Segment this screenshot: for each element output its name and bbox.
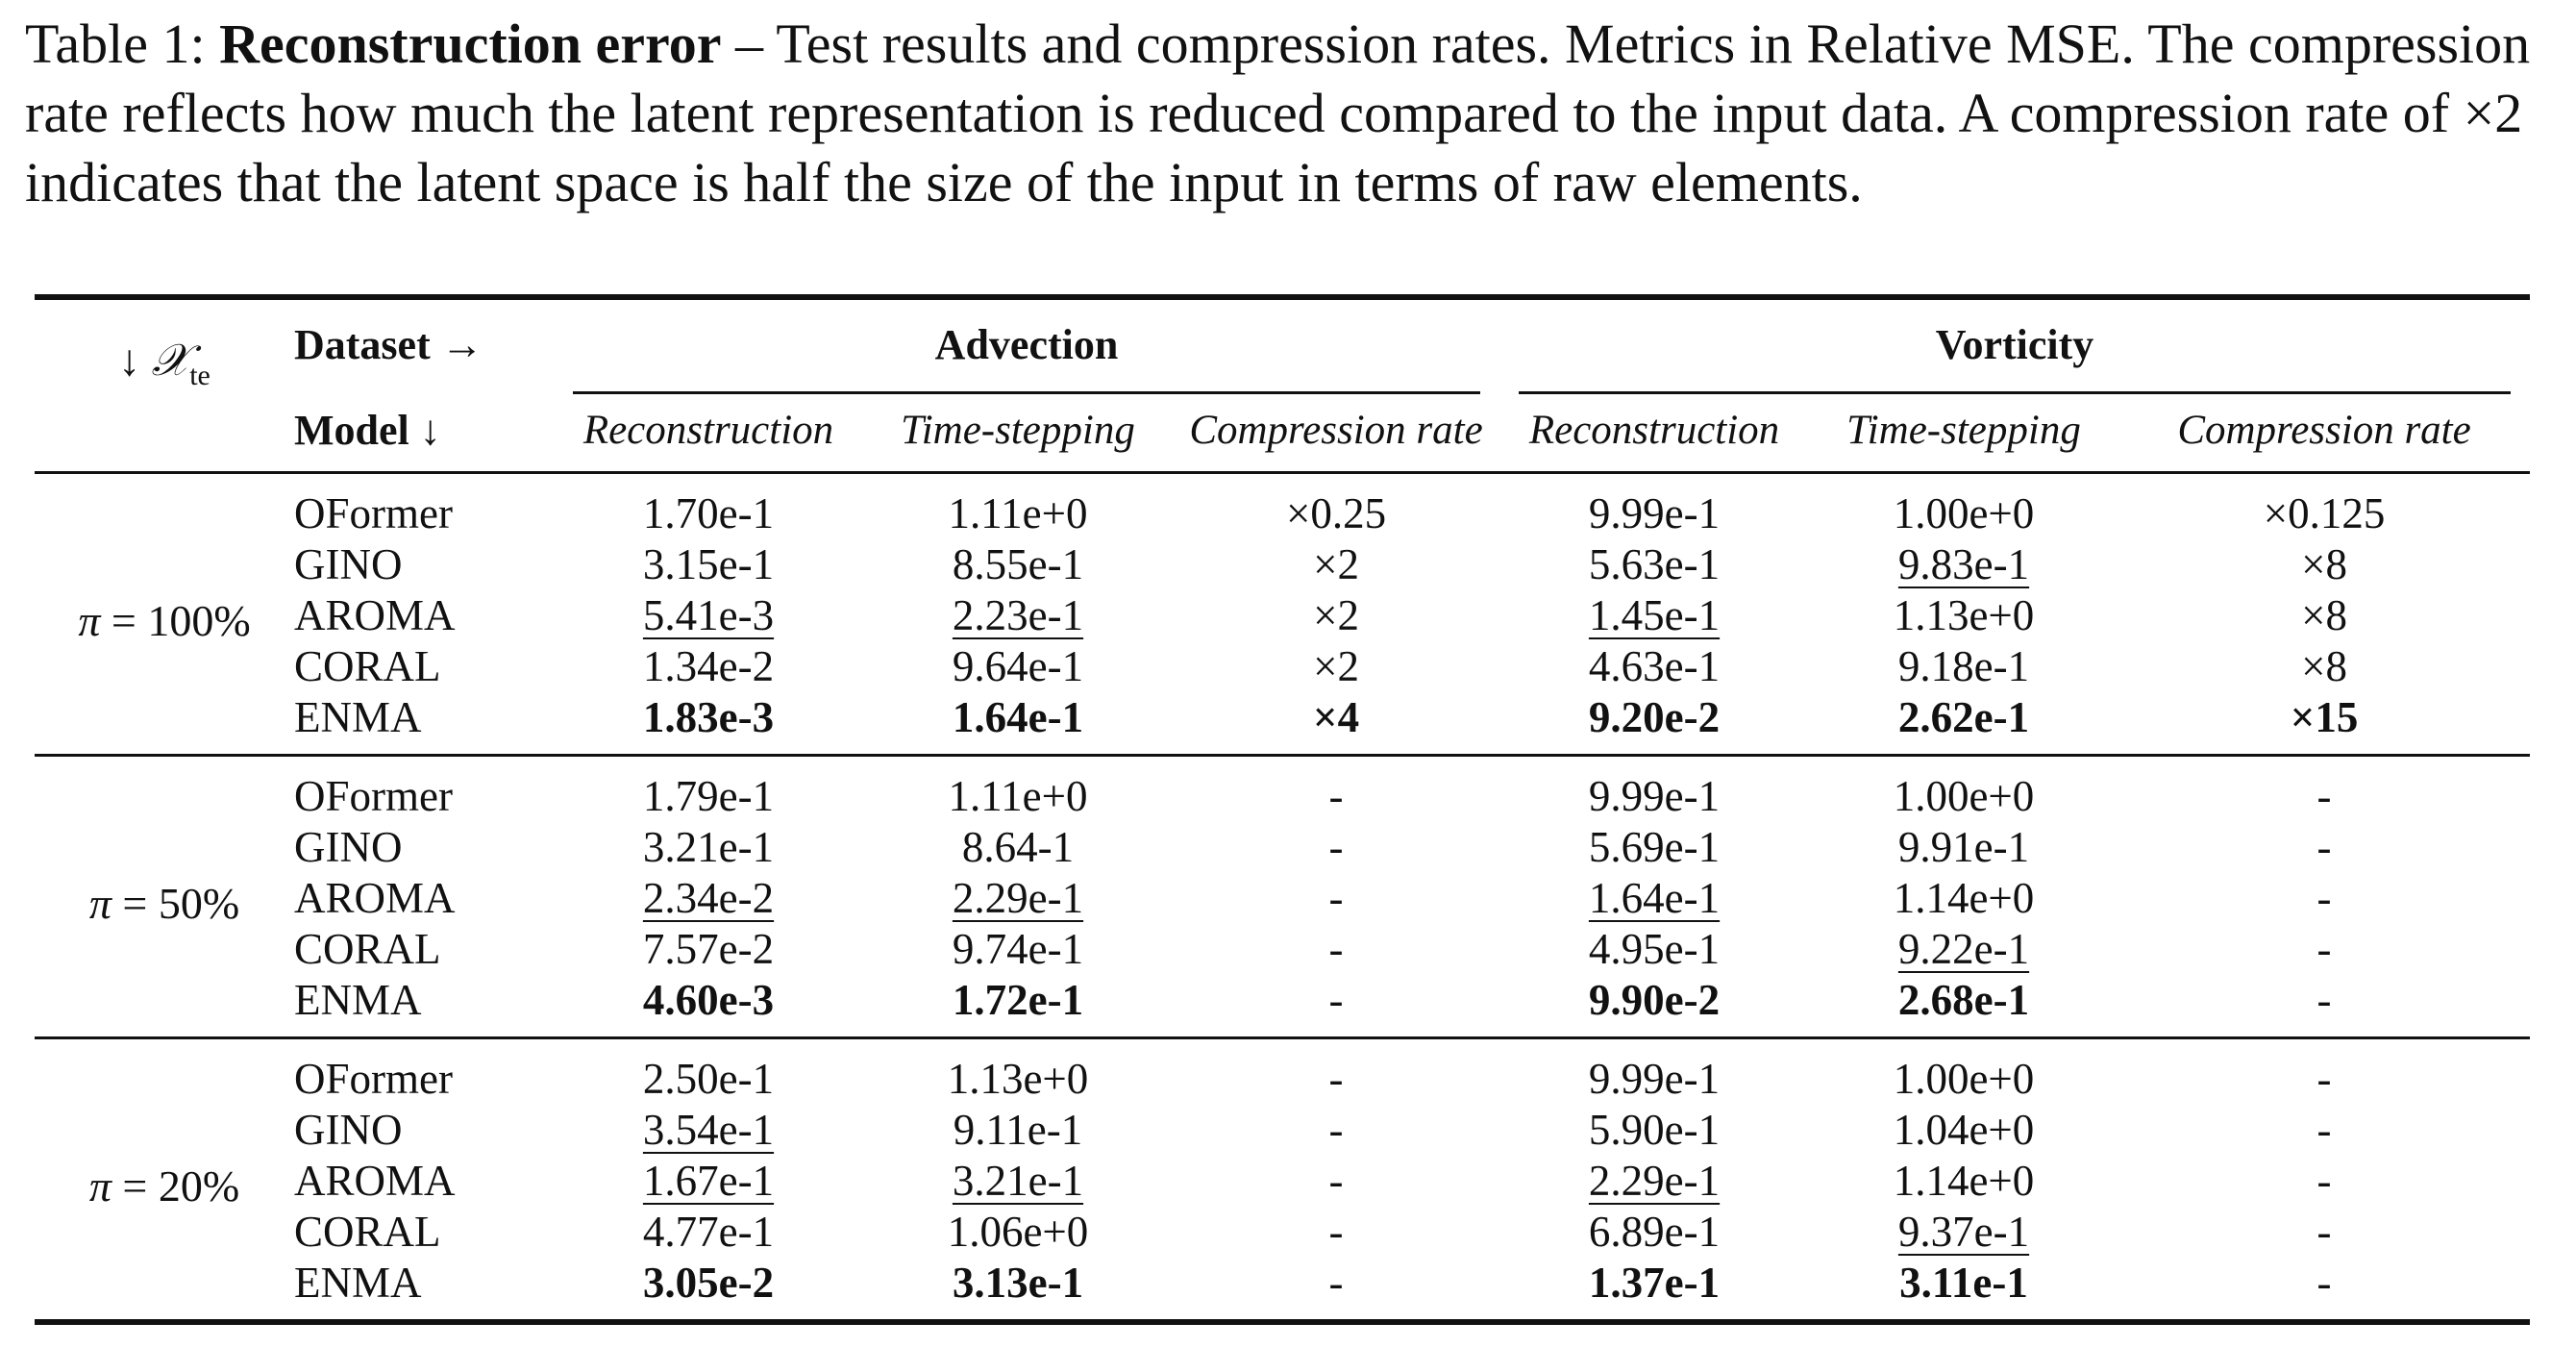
- caption-text: – Test results and compression rates. Metrics in Relative MSE. The compression rate reflects how much the latent representation is reduced compared to the input data. A compression rate of ×2 indicates that the latent space is half the size of the input in terms of raw elements.: [25, 12, 2531, 213]
- section-label: π = 100%: [78, 596, 251, 645]
- table-cell: -: [1328, 1054, 1344, 1103]
- table-cell: 2.29e-1: [952, 873, 1084, 922]
- model-name: OFormer: [294, 488, 453, 537]
- section-label: π = 20%: [88, 1161, 240, 1211]
- results-table-wrapper: [35, 294, 2530, 1325]
- table-row: [35, 756, 2530, 822]
- table-cell: 2.62e-1: [1897, 692, 2030, 741]
- header-row-groups: [35, 297, 2530, 388]
- table-cell: 3.54e-1: [642, 1105, 775, 1154]
- table-cell: -: [1328, 975, 1344, 1024]
- table-cell: 1.06e+0: [947, 1207, 1089, 1256]
- table-cell: 5.69e-1: [1588, 822, 1721, 871]
- table-cell: -: [1328, 771, 1344, 820]
- model-label: Model ↓: [294, 406, 441, 454]
- table-cell: 1.67e-1: [642, 1156, 775, 1205]
- table-cell: -: [1328, 924, 1344, 973]
- table-cell: -: [2316, 975, 2332, 1024]
- table-cell: 7.57e-2: [642, 924, 775, 973]
- table-cell: 3.05e-2: [642, 1258, 775, 1307]
- table-cell: 5.63e-1: [1588, 539, 1721, 588]
- table-cell: 6.89e-1: [1588, 1207, 1721, 1256]
- group-vorticity: Vorticity: [1499, 297, 2530, 388]
- dataset-label: Dataset →: [294, 320, 483, 368]
- table-cell: 9.11e-1: [953, 1105, 1083, 1154]
- table-cell: -: [1328, 1156, 1344, 1205]
- table-cell: ×2: [1313, 641, 1359, 690]
- table-cell: 1.83e-3: [642, 692, 775, 741]
- table-cell: 3.11e-1: [1899, 1258, 2028, 1307]
- table-cell: -: [1328, 1105, 1344, 1154]
- table-cell: 3.15e-1: [642, 539, 775, 588]
- table-cell: 1.45e-1: [1588, 590, 1721, 639]
- table-cell: 1.37e-1: [1588, 1258, 1721, 1307]
- table-row: [35, 1155, 2530, 1206]
- table-cell: -: [2316, 1156, 2332, 1205]
- table-cell: ×2: [1313, 539, 1359, 588]
- table-cell: 1.64e-1: [952, 692, 1084, 741]
- column-header: Reconstruction: [582, 407, 834, 453]
- table-cell: -: [1328, 1258, 1344, 1307]
- model-name: AROMA: [294, 590, 456, 639]
- table-cell: 4.77e-1: [642, 1207, 775, 1256]
- table-cell: 9.22e-1: [1897, 924, 2030, 973]
- table-cell: 2.29e-1: [1588, 1156, 1721, 1205]
- column-header: Compression rate: [1189, 407, 1483, 453]
- header-row-columns: [35, 388, 2530, 473]
- table-cell: -: [1328, 873, 1344, 922]
- caption-prefix: Table 1:: [25, 12, 220, 75]
- table-row: [35, 821, 2530, 872]
- table-cell: 9.90e-2: [1588, 975, 1721, 1024]
- table-cell: 9.99e-1: [1588, 488, 1721, 537]
- table-cell: 1.64e-1: [1588, 873, 1721, 922]
- table-cell: ×8: [2301, 539, 2347, 588]
- table-cell: 2.68e-1: [1897, 975, 2030, 1024]
- table-row: [35, 473, 2530, 539]
- table-cell: 5.90e-1: [1588, 1105, 1721, 1154]
- table-cell: ×0.25: [1285, 488, 1387, 537]
- table-row: [35, 872, 2530, 923]
- table-cell: 1.11e+0: [948, 771, 1088, 820]
- table-cell: ×8: [2301, 641, 2347, 690]
- table-cell: ×8: [2301, 590, 2347, 639]
- table-cell: 1.13e+0: [1893, 590, 2035, 639]
- model-name: GINO: [294, 1105, 403, 1154]
- table-cell: 9.64e-1: [952, 641, 1084, 690]
- table-cell: 1.11e+0: [948, 488, 1088, 537]
- table-cell: 4.63e-1: [1588, 641, 1721, 690]
- corner-cell: [35, 297, 294, 473]
- model-name: AROMA: [294, 873, 456, 922]
- table-cell: 1.00e+0: [1893, 488, 2035, 537]
- caption-title: Reconstruction error: [219, 12, 722, 75]
- table-cell: 8.64-1: [961, 822, 1075, 871]
- table-cell: -: [1328, 822, 1344, 871]
- model-name: ENMA: [294, 692, 422, 741]
- table-cell: 1.14e+0: [1893, 873, 2035, 922]
- model-name: AROMA: [294, 1156, 456, 1205]
- model-name: ENMA: [294, 1258, 422, 1307]
- table-row: [35, 1257, 2530, 1322]
- table-cell: 9.99e-1: [1588, 1054, 1721, 1103]
- table-cell: 9.37e-1: [1897, 1207, 2030, 1256]
- table-cell: ×4: [1312, 692, 1360, 741]
- table-row: [35, 1104, 2530, 1155]
- table-row: [35, 1206, 2530, 1257]
- table-cell: 1.34e-2: [642, 641, 775, 690]
- table-cell: -: [1328, 1207, 1344, 1256]
- model-name: GINO: [294, 539, 403, 588]
- table-cell: -: [2316, 1054, 2332, 1103]
- table-cell: 3.21e-1: [952, 1156, 1084, 1205]
- results-table: [35, 294, 2530, 1325]
- table-cell: -: [2316, 1258, 2332, 1307]
- table-cell: 1.00e+0: [1893, 771, 2035, 820]
- model-name: CORAL: [294, 924, 441, 973]
- table-cell: 2.34e-2: [642, 873, 775, 922]
- table-row: [35, 923, 2530, 974]
- table-cell: 1.72e-1: [952, 975, 1084, 1024]
- table-cell: -: [2316, 1207, 2332, 1256]
- table-cell: 9.20e-2: [1588, 692, 1721, 741]
- table-cell: ×0.125: [2263, 488, 2386, 537]
- section-label: π = 50%: [88, 879, 240, 928]
- model-name: CORAL: [294, 641, 441, 690]
- column-header: Time-stepping: [1846, 407, 2081, 453]
- column-header: Reconstruction: [1528, 407, 1780, 453]
- table-cell: -: [2316, 1105, 2332, 1154]
- table-cell: 2.23e-1: [952, 590, 1084, 639]
- table-cell: 2.50e-1: [642, 1054, 775, 1103]
- table-cell: 1.00e+0: [1893, 1054, 2035, 1103]
- table-cell: ×15: [2290, 692, 2359, 741]
- down-arrow-icon: ↓: [118, 336, 141, 385]
- table-cell: 4.95e-1: [1588, 924, 1721, 973]
- model-name: CORAL: [294, 1207, 441, 1256]
- table-row: [35, 589, 2530, 640]
- group-advection: Advection: [554, 297, 1499, 388]
- column-header: Time-stepping: [901, 407, 1135, 453]
- table-row: [35, 691, 2530, 756]
- table-row: [35, 1038, 2530, 1105]
- table-cell: -: [2316, 822, 2332, 871]
- column-header: Compression rate: [2177, 407, 2471, 453]
- model-name: OFormer: [294, 771, 453, 820]
- table-cell: 9.83e-1: [1897, 539, 2030, 588]
- table-cell: 3.13e-1: [952, 1258, 1084, 1307]
- table-cell: ×2: [1313, 590, 1359, 639]
- table-cell: 9.74e-1: [952, 924, 1084, 973]
- model-name: GINO: [294, 822, 403, 871]
- table-caption: [25, 10, 2557, 217]
- table-cell: 9.99e-1: [1588, 771, 1721, 820]
- table-cell: 9.91e-1: [1897, 822, 2030, 871]
- table-cell: 5.41e-3: [642, 590, 775, 639]
- table-row: [35, 640, 2530, 691]
- table-cell: -: [2316, 924, 2332, 973]
- table-cell: 1.14e+0: [1893, 1156, 2035, 1205]
- table-cell: 9.18e-1: [1897, 641, 2030, 690]
- table-cell: 3.21e-1: [642, 822, 775, 871]
- table-cell: 4.60e-3: [642, 975, 775, 1024]
- table-cell: 1.79e-1: [642, 771, 775, 820]
- table-cell: 1.13e+0: [947, 1054, 1089, 1103]
- model-name: OFormer: [294, 1054, 453, 1103]
- table-cell: -: [2316, 771, 2332, 820]
- table-row: [35, 538, 2530, 589]
- table-cell: 8.55e-1: [952, 539, 1084, 588]
- model-name: ENMA: [294, 975, 422, 1024]
- corner-symbol: 𝒳: [151, 336, 190, 385]
- table-cell: -: [2316, 873, 2332, 922]
- table-row: [35, 974, 2530, 1038]
- table-cell: 1.04e+0: [1893, 1105, 2035, 1154]
- corner-subscript: te: [189, 360, 211, 392]
- table-cell: 1.70e-1: [642, 488, 775, 537]
